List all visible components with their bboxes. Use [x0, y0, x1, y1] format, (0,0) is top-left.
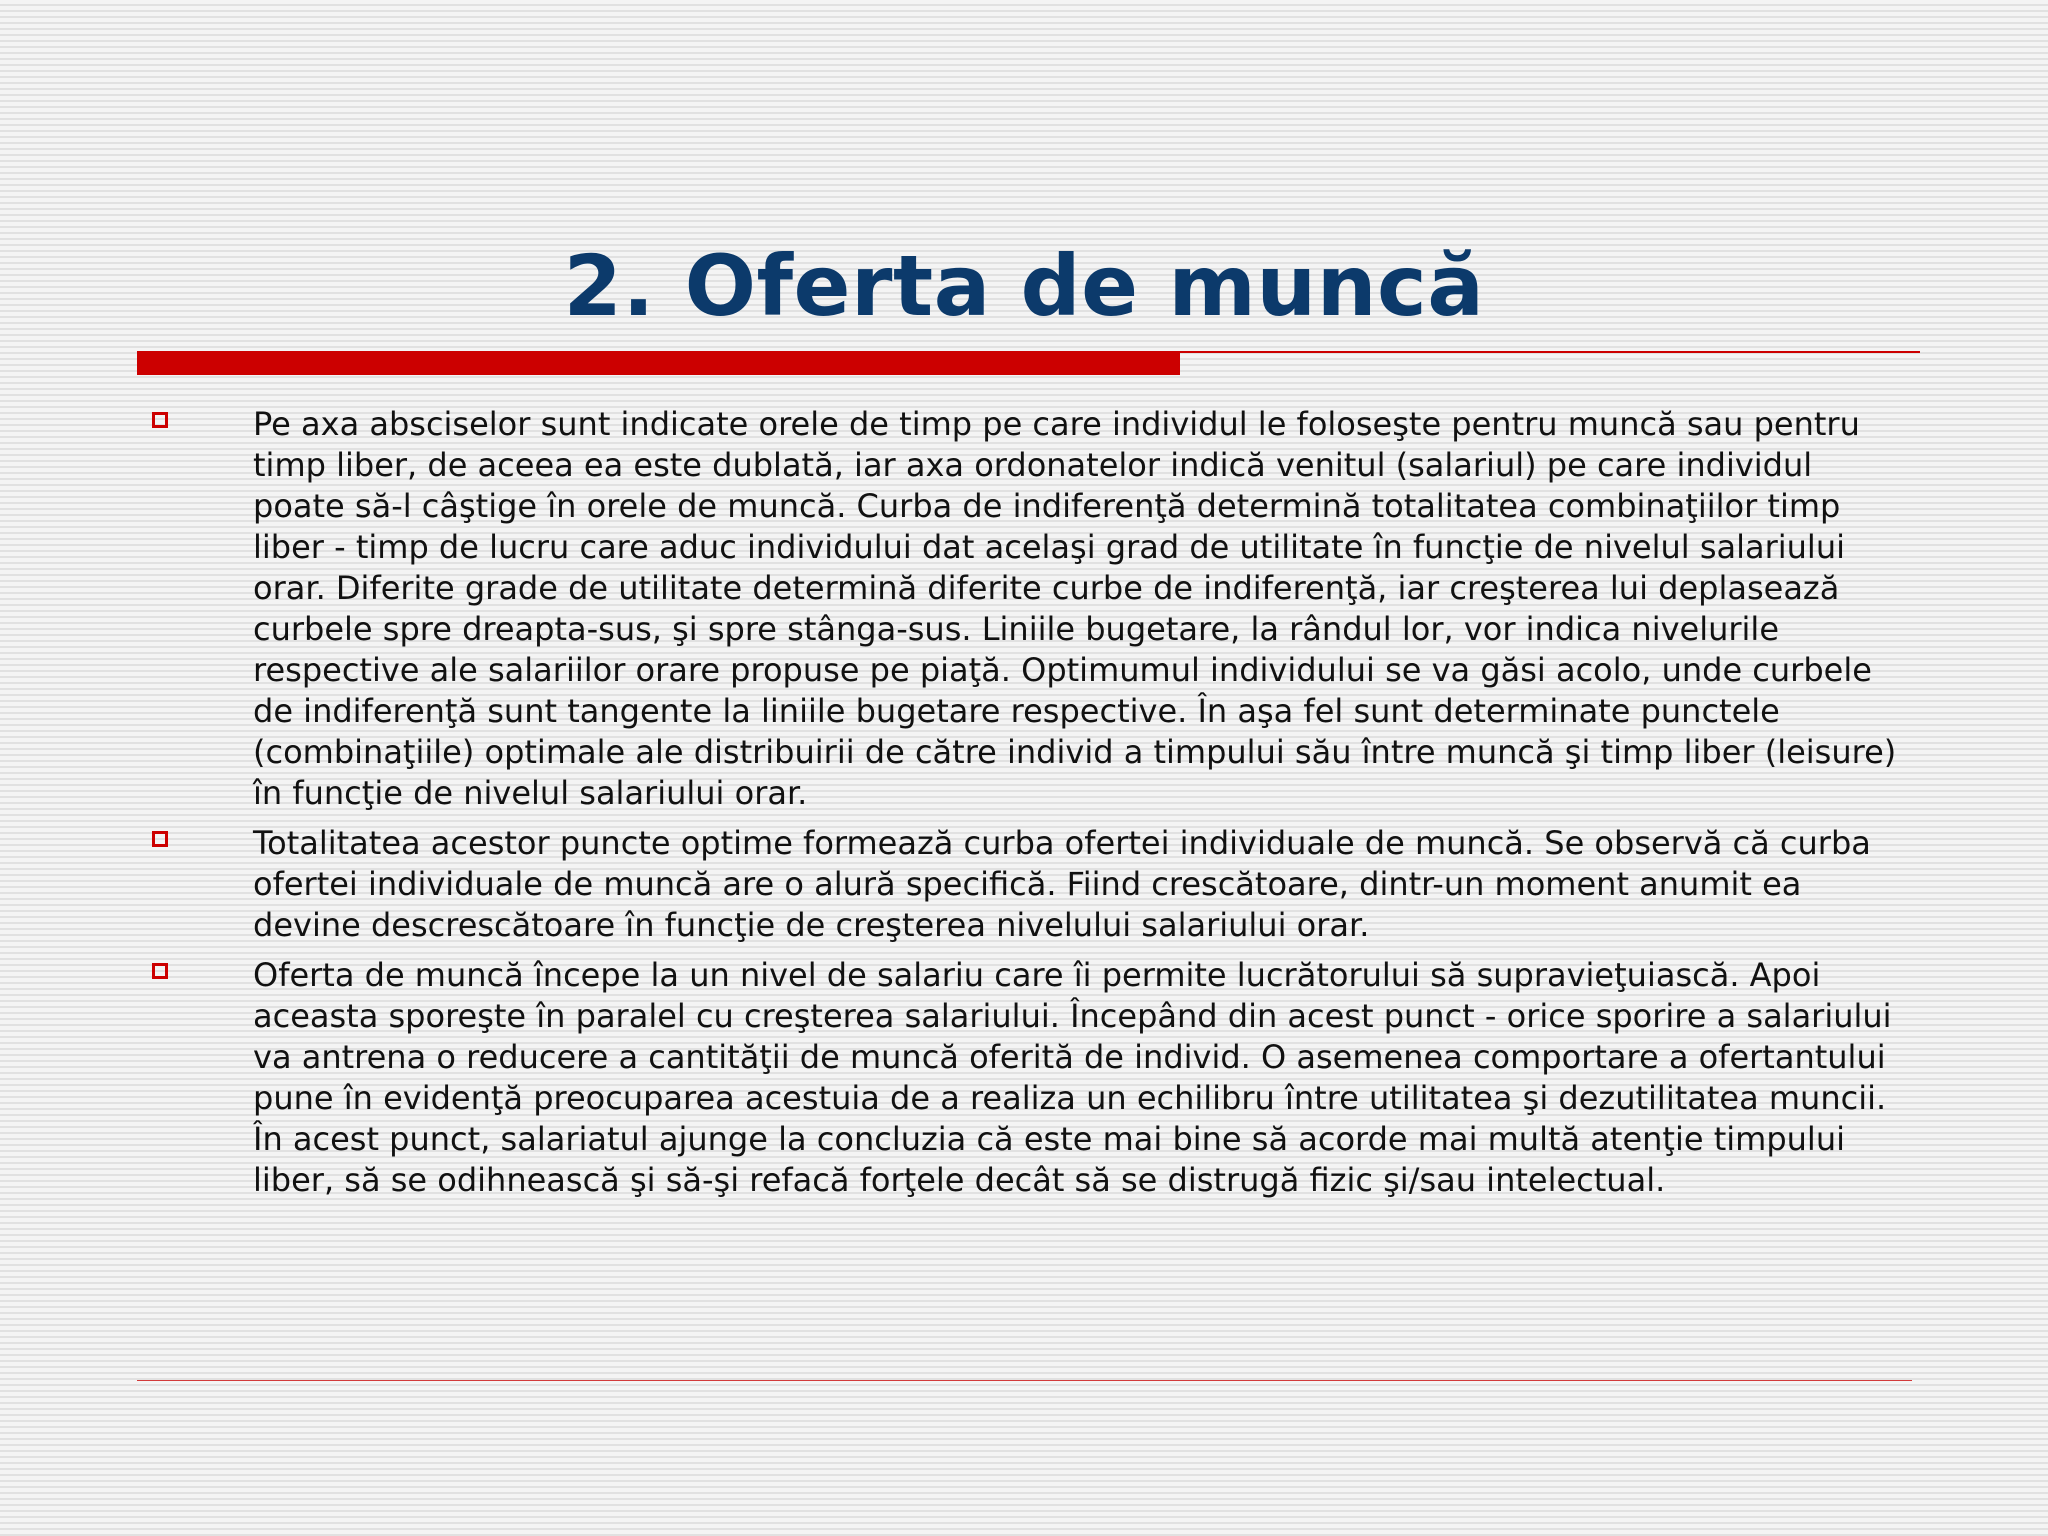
hollow-square-bullet-icon [152, 963, 168, 979]
bullet-text: Totalitatea acestor puncte optime formează curba ofertei individuale de muncă. Se observă că curba ofertei individuale de muncă are o alură specifică. Fiind crescătoare, dintr-un moment anumit ea devine descrescătoare în funcţie de creşterea nivelului salariului orar. [253, 824, 1871, 944]
slide-title: 2. Oferta de muncă [563, 237, 1485, 335]
hollow-square-bullet-icon [152, 412, 168, 428]
hollow-square-bullet-icon [152, 831, 168, 847]
footer-divider [137, 1380, 1912, 1381]
title-underline-thick [137, 351, 1180, 375]
bullet-list [137, 404, 1897, 1210]
title-underline-thin [1180, 351, 1920, 353]
bullet-text: Oferta de muncă începe la un nivel de salariu care îi permite lucrătorului să supravieţuiască. Apoi aceasta sporeşte în paralel cu creşterea salariului. Începând din acest punct - orice sporire a salariului va antrena o reducere a cantităţii de muncă oferită de individ. O asemenea comportare a ofertantului pune în evidenţă preocuparea acestuia de a realiza un echilibru între utilitatea şi dezutilitatea muncii. În acest punct, salariatul ajunge la concluzia că este mai bine să acorde mai multă atenţie timpului liber, să se odihnească şi să-şi refacă forţele decât să se distrugă fizic şi/sau intelectual. [253, 956, 1892, 1199]
bullet-text: Pe axa absciselor sunt indicate orele de timp pe care individul le foloseşte pentru muncă sau pentru timp liber, de aceea ea este dublată, iar axa ordonatelor indică venitul (salariul) pe care individul poate să-l câştige în orele de muncă. Curba de indiferenţă determină totalitatea combinaţiilor timp liber - timp de lucru care aduc individului dat acelaşi grad de utilitate în funcţie de nivelul salariului orar. Diferite grade de utilitate determină diferite curbe de indiferenţă, iar creşterea lui deplasează curbele spre dreapta-sus, şi spre stânga-sus. Liniile bugetare, la rândul lor, vor indica nivelurile respective ale salariilor orare propuse pe piaţă. Optimumul individului se va găsi acolo, unde curbele de indiferenţă sunt tangente la liniile bugetare respective. În aşa fel sunt determinate punctele (combinaţiile) optimale ale distribuirii de către individ a timpului său între muncă şi timp liber (leisure) în funcţie de nivelul salariului orar. [253, 405, 1897, 812]
bullet-item-supply-curve [137, 823, 1897, 946]
bullet-item-labor-offer [137, 955, 1897, 1201]
bullet-item-axes [137, 404, 1897, 814]
